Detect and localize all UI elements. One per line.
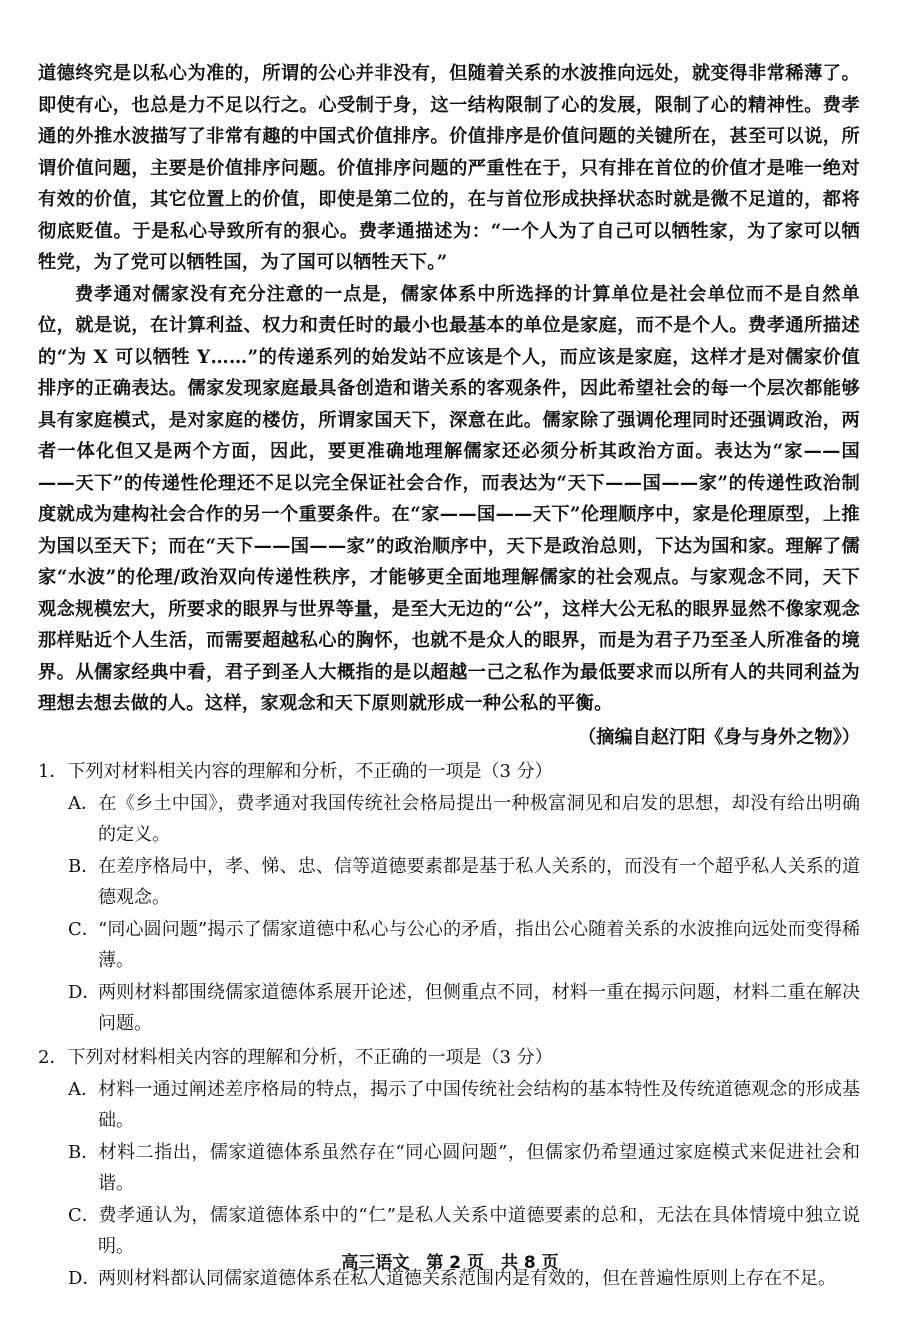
option-text: 材料一通过阐述差序格局的特点，揭示了中国传统社会结构的基本特性及传统道德观念的形成基础。: [98, 1078, 860, 1131]
question-1-stem: 1．下列对材料相关内容的理解和分析，不正确的一项是（3 分）: [38, 760, 553, 782]
option-letter: B．: [68, 1141, 100, 1163]
question-1-option-a[interactable]: [68, 788, 860, 851]
option-text: “同心圆问题”揭示了儒家道德中私心与公心的矛盾，指出公心随着关系的水波推向远处而变得稀薄。: [98, 918, 860, 971]
question-1: [38, 756, 860, 1040]
question-2-stem: 2．下列对材料相关内容的理解和分析，不正确的一项是（3 分）: [38, 1046, 553, 1068]
question-2-option-b[interactable]: [68, 1137, 860, 1200]
option-letter: B．: [68, 855, 100, 877]
option-letter: D．: [68, 1267, 101, 1289]
option-text: 费孝通认为，儒家道德体系中的“仁”是私人关系中道德要素的总和，无法在具体情境中独立说明。: [98, 1204, 860, 1257]
option-text: 在《乡土中国》，费孝通对我国传统社会格局提出一种极富洞见和启发的思想，却没有给出明确的定义。: [98, 792, 860, 845]
passage-source: （摘编自赵汀阳《身与身外之物》）: [578, 726, 860, 748]
option-letter: A．: [68, 1078, 99, 1100]
option-letter: A．: [68, 792, 99, 814]
option-text: 两则材料都认同儒家道德体系在私人道德关系范围内是有效的，但在普遍性原则上存在不足。: [98, 1267, 836, 1289]
question-2-option-a[interactable]: [68, 1074, 860, 1137]
question-1-option-c[interactable]: [68, 914, 860, 977]
option-text: 材料二指出，儒家道德体系虽然存在“同心圆问题”，但儒家仍希望通过家庭模式来促进社会和谐。: [98, 1141, 860, 1194]
option-letter: D．: [68, 981, 101, 1003]
passage-paragraph-2: 费孝通对儒家没有充分注意的一点是，儒家体系中所选择的计算单位是社会单位而不是自然单位，就是说，在计算利益、权力和责任时的最小也最基本的单位是家庭，而不是个人。费孝通所描述的“为 X 可以牺牲 Y……”的传递系列的始发站不应该是个人，而应该是家庭，这样才是对儒家价值排序的正确表达。儒家发现家庭最具备创造和谐关系的客观条件，因此希望社会的每一个层次都能够具有家庭模式，是对家庭的楼仿，所谓家国天下，深意在此。儒家除了强调伦理同时还强调政治，两者一体化但又是两个方面，因此，要更准确地理解儒家还必须分析其政治方面。表达为“家——国——天下”的传递性伦理还不足以完全保证社会合作，而表达为“天下——国——家”的传递性政治制度就成为建构社会合作的另一个重要条件。在“家——国——天下”伦理顺序中，家是伦理原型，上推为国以至天下；而在“天下——国——家”的政治顺序中，天下是政治总则，下达为国和家。理解了儒家“水波”的伦理/政治双向传递性秩序，才能够更全面地理解儒家的社会观点。与家观念不同，天下观念规模宏大，所要求的眼界与世界等量，是至大无边的“公”，这样大公无私的眼界显然不像家观念那样贴近个人生活，而需要超越私心的胸怀，也就不是众人的眼界，而是为君子乃至圣人所准备的境界。从儒家经典中看，君子到圣人大概指的是以超越一己之私作为最低要求而以所有人的共同利益为理想去想去做的人。这样，家观念和天下原则就形成一种公私的平衡。: [38, 283, 860, 714]
question-1-option-b[interactable]: [68, 851, 860, 914]
reading-passage: [38, 58, 860, 1294]
question-1-option-d[interactable]: [68, 977, 860, 1040]
option-text: 两则材料都围绕儒家道德体系展开论述，但侧重点不同，材料一重在揭示问题，材料二重在解决问题。: [98, 981, 860, 1034]
option-text: 在差序格局中，孝、悌、忠、信等道德要素都是基于私人关系的，而没有一个超乎私人关系的道德观念。: [98, 855, 860, 908]
passage-paragraph-1: 道德终究是以私心为准的，所谓的公心并非没有，但随着关系的水波推向远处，就变得非常稀薄了。即使有心，也总是力不足以行之。心受制于身，这一结构限制了心的发展，限制了心的精神性。费孝通的外推水波描写了非常有趣的中国式价值排序。价值排序是价值问题的关键所在，甚至可以说，所谓价值问题，主要是价值排序问题。价值排序问题的严重性在于，只有排在首位的价值才是唯一绝对有效的价值，其它位置上的价值，即使是第二位的，在与首位形成抉择状态时就是微不足道的，都将彻底贬值。于是私心导致所有的狠心。费孝通描述为：“一个人为了自己可以牺牲家，为了家可以牺牲党，为了党可以牺牲国，为了国可以牺牲天下。”: [38, 63, 860, 273]
option-letter: C．: [68, 1204, 100, 1226]
option-letter: C．: [68, 918, 100, 940]
page-footer: 高三语文 第 2 页 共 8 页: [341, 1253, 559, 1273]
